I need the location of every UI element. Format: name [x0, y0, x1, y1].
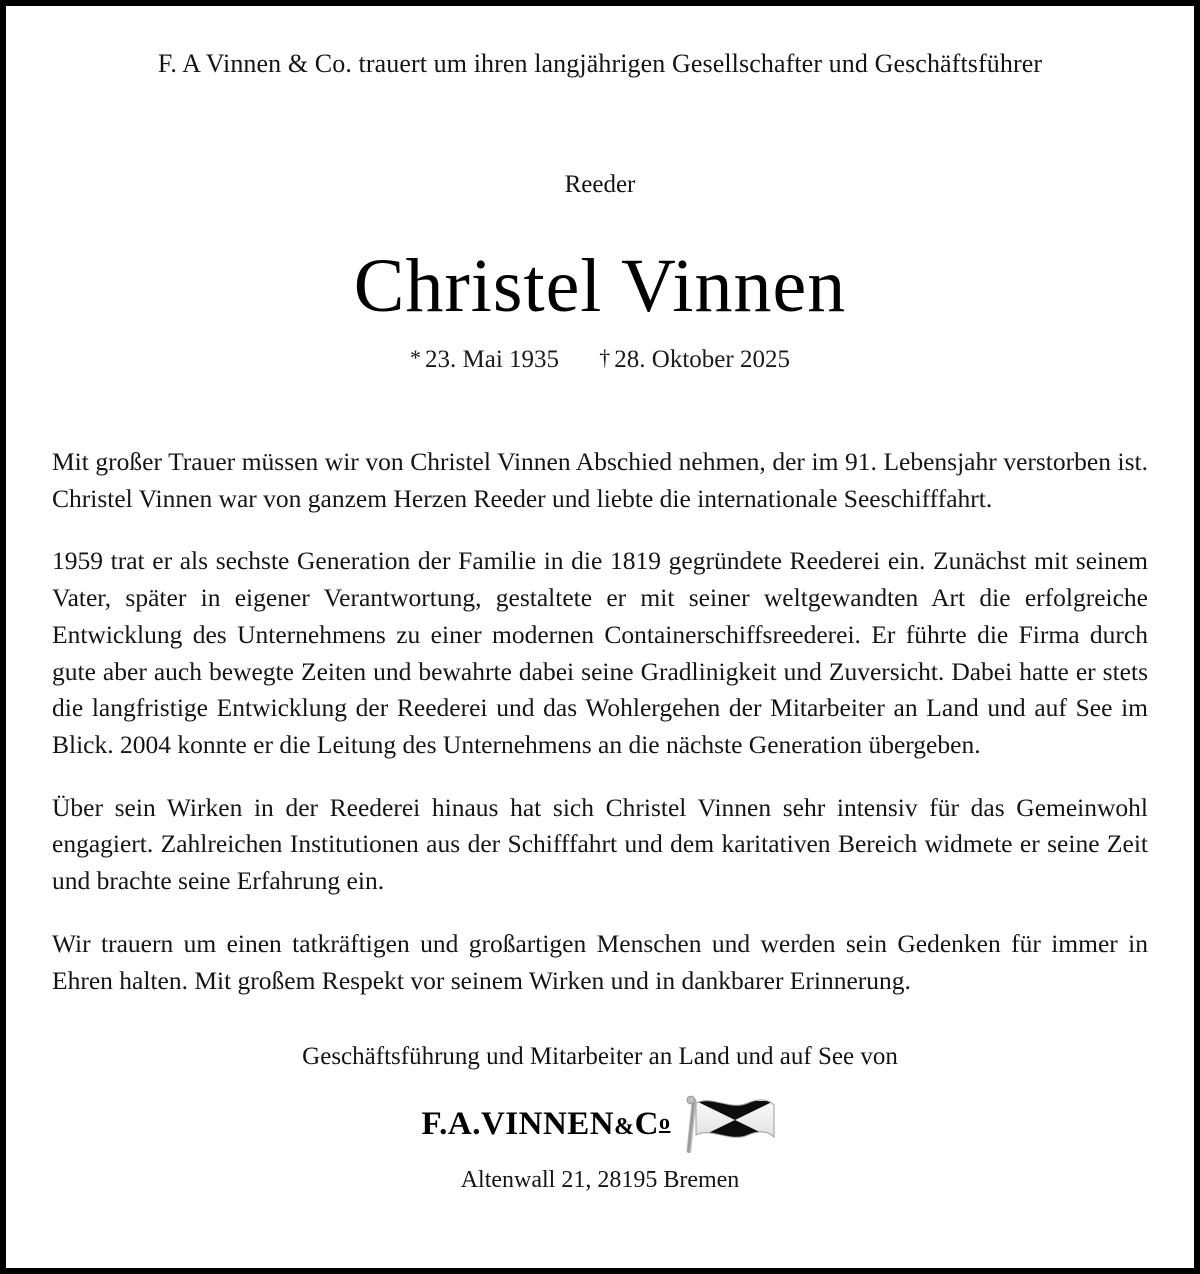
wordmark-c: C — [634, 1105, 659, 1142]
signed-by-line: Geschäftsführung und Mitarbeiter an Land und auf See von — [302, 1043, 898, 1071]
wordmark-main: F.A.VINNEN — [421, 1105, 615, 1142]
asterisk-icon: * — [410, 344, 422, 370]
birth-date-value: 23. Mai 1935 — [425, 345, 560, 373]
company-address: Altenwall 21, 28195 Bremen — [460, 1167, 740, 1194]
dagger-icon: † — [599, 344, 611, 370]
paragraph: Über sein Wirken in der Reederei hinaus hat sich Christel Vinnen sehr intensiv für das Gemeinwohl engagiert. Zahlreichen Institutionen aus der Schifffahrt und dem karitativen Bereich widmete er seine Zeit und brachte seine Erfahrung ein. — [52, 792, 1148, 896]
company-wordmark — [422, 1106, 671, 1143]
paragraph: Wir trauern um einen tatkräftigen und großartigen Menschen und werden sein Gedenken für immer in Ehren halten. Mit großem Respekt vor seinem Wirken und in dankbarer Erinnerung. — [52, 928, 1148, 995]
house-flag-icon — [678, 1093, 778, 1155]
notice-content — [52, 6, 1148, 1268]
obituary-body — [52, 444, 1148, 999]
notice-footer — [52, 1043, 1148, 1194]
death-date — [599, 346, 790, 373]
life-dates — [52, 345, 1148, 374]
wordmark-o: o — [658, 1108, 671, 1134]
deceased-role: Reeder — [564, 171, 636, 199]
paragraph: 1959 trat er als sechste Generation der Familie in die 1819 gegründete Reederei ein. Zunächst mit seinem Vater, später in eigener Verantwortung, gestaltete er mit seiner weltgewandten Art die erfolgreiche Entwicklung des Unternehmens zu einer modernen Containerschiffsreederei. Er führte die Firma durch gute aber auch bewegte Zeiten und bewahrte dabei seine Gradlinigkeit und Zuversicht. Dabei hatte er stets die langfristige Entwicklung der Reederei und das Wohlergehen der Mitarbeiter an Land und auf See im Blick. 2004 konnte er die Leitung des Unternehmens an die nächste Generation übergeben. — [52, 546, 1148, 760]
wordmark-ampersand: & — [614, 1113, 635, 1140]
death-date-value: 28. Oktober 2025 — [614, 345, 790, 373]
company-mourning-line: F. A Vinnen & Co. trauert um ihren langjährigen Gesellschafter und Geschäftsführer — [157, 49, 1043, 78]
paragraph: Mit großer Trauer müssen wir von Christel Vinnen Abschied nehmen, der im 91. Lebensjahr verstorben ist. Christel Vinnen war von ganzem Herzen Reeder und liebte die internationale Seeschifffahrt. — [52, 446, 1148, 513]
birth-date — [410, 346, 565, 373]
deceased-name: Christel Vinnen — [353, 244, 847, 329]
company-logo — [52, 1093, 1148, 1155]
